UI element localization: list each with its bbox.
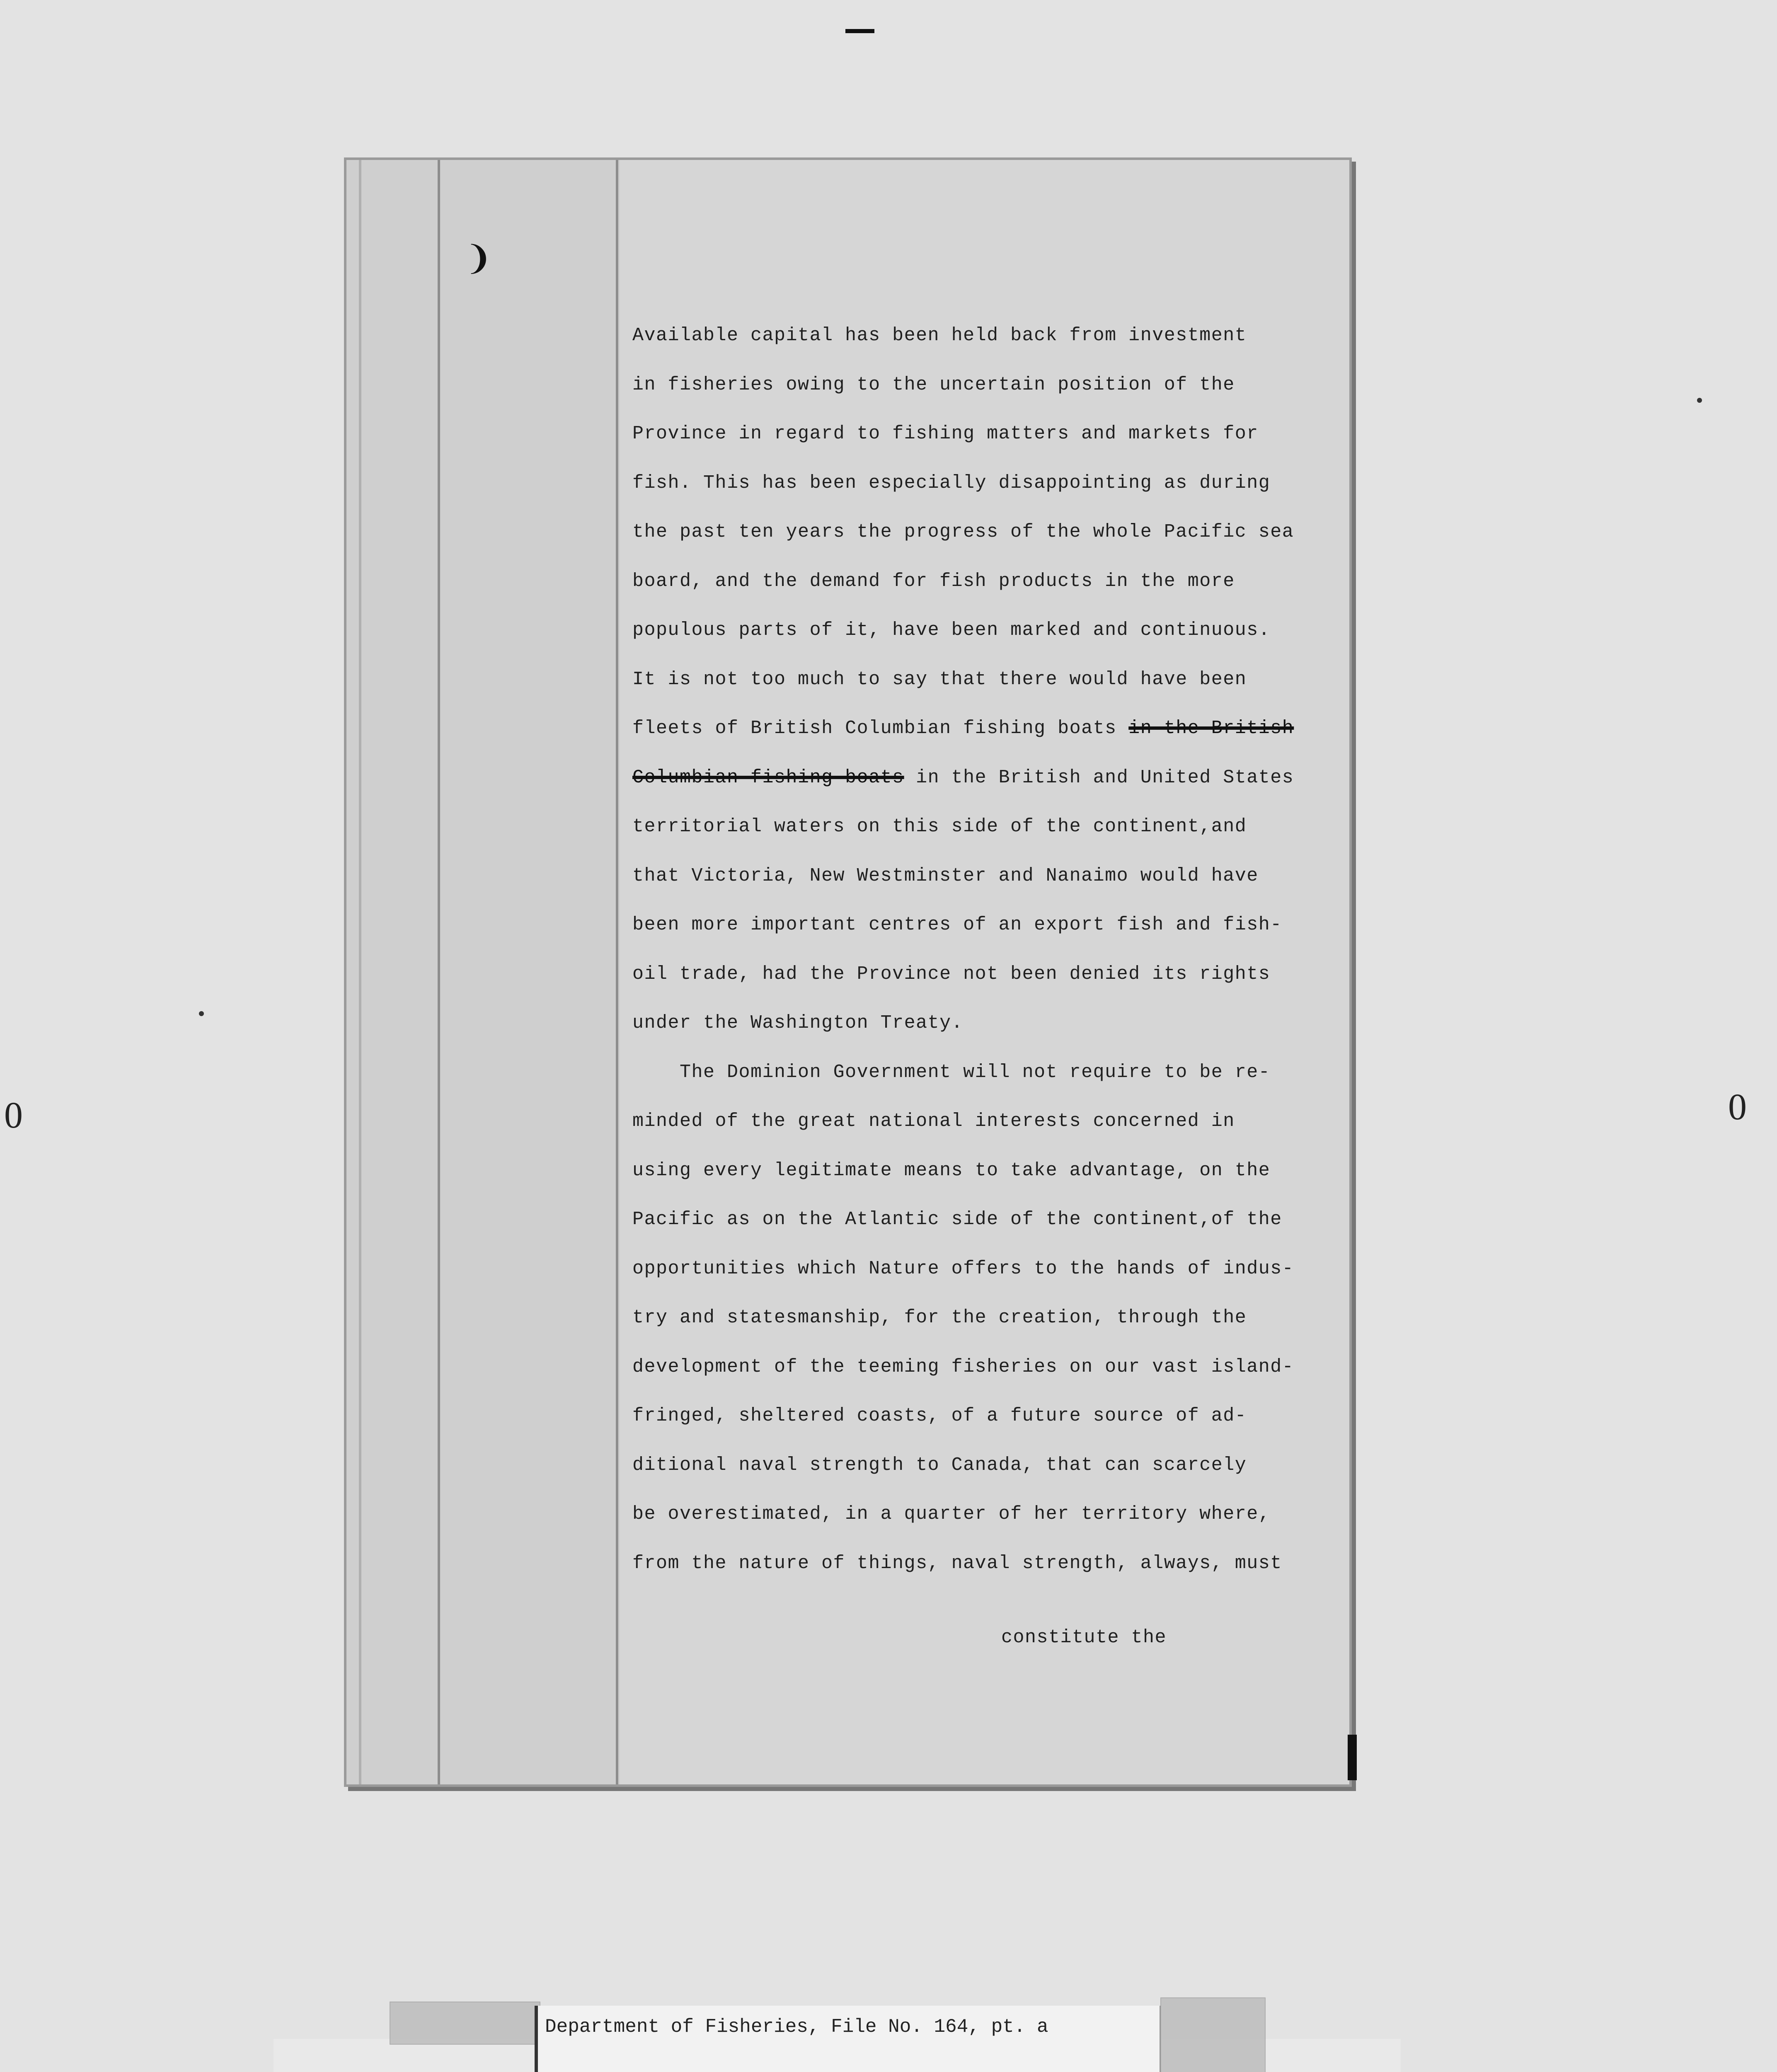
text-line: oil trade, had the Province not been denied its rights (632, 963, 1271, 985)
text-line: board, and the demand for fish products in the more (632, 570, 1235, 592)
typed-page (344, 157, 1352, 1787)
body-text (632, 311, 1329, 1588)
text-line: in fisheries owing to the uncertain position of the (632, 374, 1235, 395)
text-line: try and statesmanship, for the creation, through the (632, 1307, 1247, 1328)
page-edge-mark (1348, 1735, 1357, 1780)
film-dash-mark (845, 29, 874, 33)
tape-strip (390, 2002, 540, 2045)
tape-strip (1160, 1997, 1266, 2072)
text-line: fringed, sheltered coasts, of a future source of ad- (632, 1405, 1247, 1426)
text-line: using every legitimate means to take advantage, on the (632, 1159, 1271, 1181)
text-line: territorial waters on this side of the continent,and (632, 816, 1247, 837)
struck-text: Columbian fishing boats (632, 767, 904, 788)
text-line (632, 753, 1329, 803)
text-line: under the Washington Treaty. (632, 1012, 964, 1034)
speck (199, 1011, 204, 1016)
punch-hole-mark: ❩ (465, 239, 493, 277)
text-line: The Dominion Government will not require to be re- (632, 1061, 1271, 1083)
text-line: opportunities which Nature offers to the hands of indus- (632, 1258, 1294, 1279)
margin-rule (616, 160, 618, 1784)
file-label-strip (535, 2006, 1161, 2072)
text-segment: fleets of British Columbian fishing boats (632, 718, 1129, 739)
text-line: from the nature of things, naval strength, always, must (632, 1552, 1282, 1574)
text-line: Province in regard to fishing matters and markets for (632, 423, 1259, 444)
file-label: Department of Fisheries, File No. 164, pt. a (545, 2016, 1048, 2038)
text-line: populous parts of it, have been marked and continuous. (632, 620, 1271, 641)
text-line: minded of the great national interests concerned in (632, 1111, 1235, 1132)
margin-rule (359, 160, 361, 1784)
left-edge-mark: 0 (4, 1095, 23, 1136)
page-margin (346, 160, 620, 1784)
catchword: constitute the (1001, 1627, 1167, 1648)
text-line: been more important centres of an export fish and fish- (632, 914, 1282, 935)
text-line: Pacific as on the Atlantic side of the continent,of the (632, 1209, 1282, 1230)
text-line: It is not too much to say that there would have been (632, 668, 1247, 690)
text-line: be overestimated, in a quarter of her territory where, (632, 1503, 1271, 1525)
text-segment: in the British and United States (904, 767, 1294, 788)
margin-rule (438, 160, 440, 1784)
struck-text: in the British (1128, 718, 1294, 739)
text-line (632, 704, 1329, 753)
text-line: that Victoria, New Westminster and Nanaimo would have (632, 865, 1259, 886)
text-line: development of the teeming fisheries on our vast island- (632, 1356, 1294, 1377)
text-line: Available capital has been held back from investment (632, 325, 1247, 346)
right-edge-mark: 0 (1728, 1087, 1747, 1128)
text-line: the past ten years the progress of the whole Pacific sea (632, 521, 1294, 542)
text-line: ditional naval strength to Canada, that can scarcely (632, 1454, 1247, 1476)
speck (1697, 398, 1702, 403)
text-line: fish. This has been especially disappointing as during (632, 472, 1271, 494)
